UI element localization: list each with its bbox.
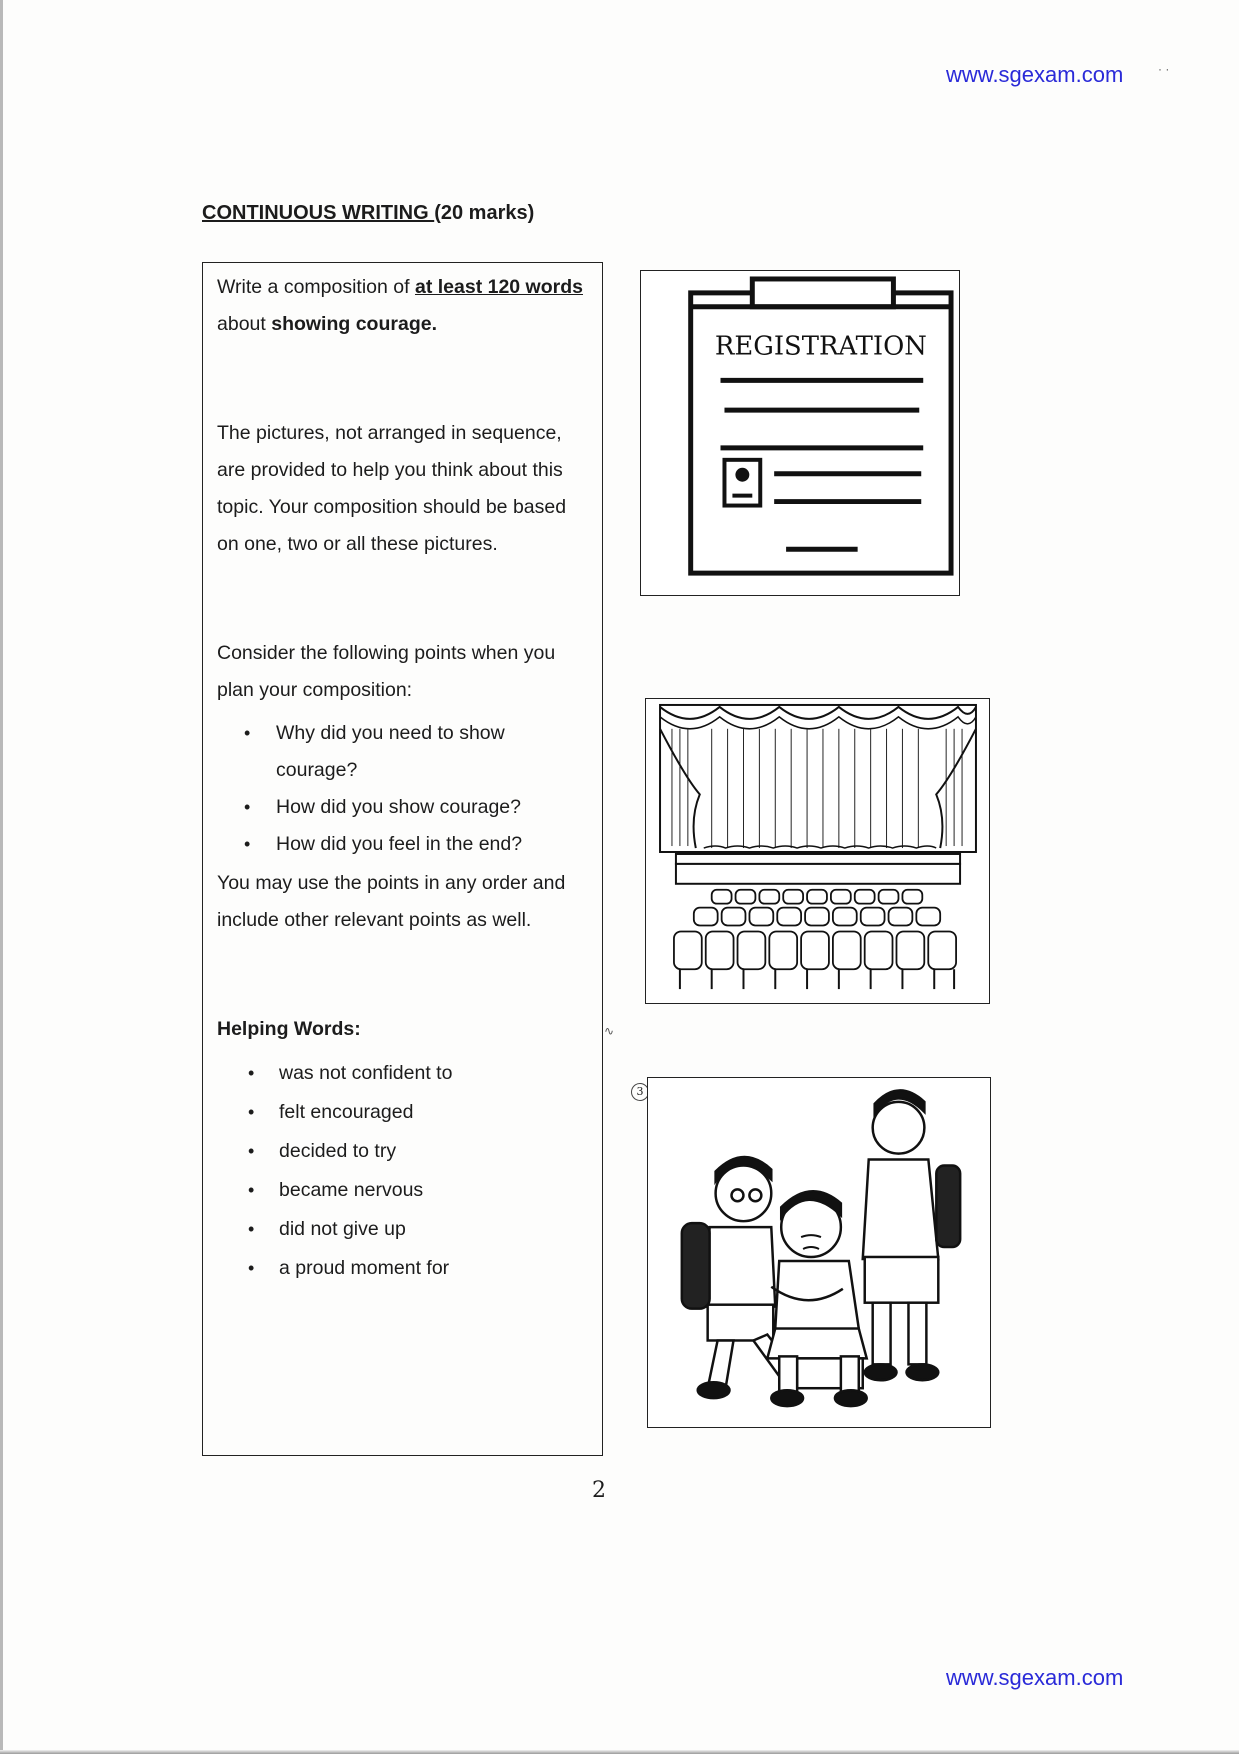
scan-mark: ∿ bbox=[604, 1024, 615, 1038]
order-note: You may use the points in any order and include other relevant points as well. bbox=[217, 872, 566, 931]
composition-topic: showing courage. bbox=[271, 313, 437, 335]
section-heading bbox=[202, 202, 534, 225]
page-number: 2 bbox=[592, 1478, 606, 1503]
boys-illustration bbox=[648, 1078, 990, 1427]
points-list bbox=[217, 715, 590, 863]
pictures-note: The pictures, not arranged in sequence, are provided to help you think about this topic. Your composition should be based on one, two or all these pictures. bbox=[217, 422, 567, 555]
intro-text: about bbox=[217, 313, 272, 335]
list-item: • did not give up bbox=[217, 1210, 590, 1249]
scan-mark: · · bbox=[1158, 62, 1170, 76]
consider-text: Consider the following points when you plan your composition: bbox=[217, 642, 556, 701]
scan-edge bbox=[0, 1750, 1239, 1754]
picture-number-marker: 3 bbox=[631, 1083, 649, 1101]
clipboard-illustration bbox=[641, 271, 959, 595]
intro-text: Write a composition of bbox=[217, 276, 415, 298]
stage-auditorium-picture bbox=[645, 698, 990, 1004]
helping-words-list bbox=[217, 1054, 590, 1288]
helping-words-title: Helping Words: bbox=[217, 1018, 361, 1040]
registration-clipboard-picture bbox=[640, 270, 960, 596]
heading-title: CONTINUOUS WRITING bbox=[202, 202, 435, 224]
list-item: • How did you show courage? bbox=[217, 789, 590, 826]
website-footer-link[interactable]: www.sgexam.com bbox=[946, 1665, 1124, 1690]
friends-comforting-picture bbox=[647, 1077, 991, 1428]
list-item: • a proud moment for bbox=[217, 1249, 590, 1288]
list-item: • was not confident to bbox=[217, 1054, 590, 1093]
list-item: • How did you feel in the end? bbox=[217, 826, 590, 863]
list-item: • decided to try bbox=[217, 1132, 590, 1171]
word-count-requirement: at least 120 words bbox=[414, 276, 583, 298]
task-intro bbox=[217, 269, 590, 343]
heading-marks: (20 marks) bbox=[434, 202, 535, 224]
scan-edge bbox=[0, 0, 3, 1754]
list-item: • became nervous bbox=[217, 1171, 590, 1210]
list-item: • felt encouraged bbox=[217, 1093, 590, 1132]
stage-illustration bbox=[646, 699, 989, 1003]
website-header-link[interactable]: www.sgexam.com bbox=[946, 62, 1124, 87]
instructions-box bbox=[202, 262, 603, 1456]
registration-label: REGISTRATION bbox=[714, 331, 927, 362]
list-item: • Why did you need to show courage? bbox=[217, 715, 590, 789]
